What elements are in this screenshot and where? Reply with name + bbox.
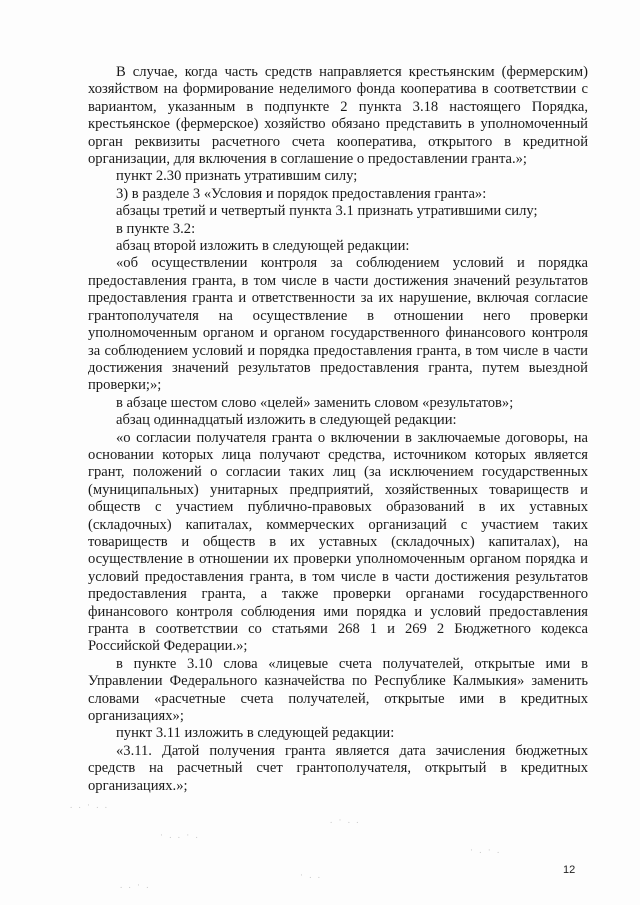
scan-noise: · . . · .	[160, 830, 200, 840]
paragraph-item-3-11-intro: пункт 3.11 изложить в следующей редакции:	[116, 725, 395, 742]
paragraph-sixth-abzac: в абзаце шестом слово «целей» заменить словом «результатов»;	[116, 394, 514, 411]
paragraph-item-3-11-text: «3.11. Датой получения гранта является дата зачисления бюджетных средств на расчетный счет грантополучателя, открытый в кредитных организациях.»;	[88, 742, 588, 794]
paragraph-item-3-10: в пункте 3.10 слова «лицевые счета получателей, открытые ими в Управлении Федерального казначейства по Республике Калмыкия» заменить словами «расчетные счета получателей, открытые ими в кредитных организациях»;	[88, 655, 588, 725]
scan-noise: . · . .	[330, 815, 361, 825]
paragraph-item-3-1: абзацы третий и четвертый пункта 3.1 признать утратившими силу;	[116, 203, 538, 220]
paragraph-item-2-30: пункт 2.30 признать утратившим силу;	[116, 168, 358, 185]
paragraph-peasant-farm-funds: В случае, когда часть средств направляется крестьянским (фермерским) хозяйством на формирование неделимого фонда кооператива в соответствии с вариантом, указанным в подпункте 2 пункта 3.18 настоящего Порядка, крестьянское (фермерское) хозяйство обязано представить в уполномоченный орган реквизиты расчетного счета кооператива, открытого в кредитной организации, для включения в соглашение о предоставлении гранта.»;	[88, 64, 588, 168]
document-body	[88, 64, 588, 795]
page-number: 12	[563, 864, 576, 876]
paragraph-second-abzac: абзац второй изложить в следующей редакции:	[116, 238, 410, 255]
paragraph-item-3-2: в пункте 3.2:	[116, 220, 196, 237]
scan-noise: · . · .	[470, 845, 502, 855]
scan-noise: . . · . .	[70, 800, 109, 810]
scan-noise: . . · .	[120, 880, 151, 890]
paragraph-section-3: 3) в разделе 3 «Условия и порядок предоставления гранта»:	[116, 185, 487, 202]
scan-noise: · . .	[300, 870, 322, 880]
paragraph-control-clause: «об осуществлении контроля за соблюдением условий и порядка предоставления гранта, в том числе в части достижения значений результатов предоставления гранта и ответственности за их нарушение, включая согласие грантополучателя на осуществление в отношении него проверки уполномоченным органом и органом государственного финансового контроля за соблюдением условий и порядка предоставления гранта, в том числе в части достижения значений результатов предоставления гранта, путем выездной проверки;»;	[88, 255, 588, 394]
paragraph-eleventh-abzac: абзац одиннадцатый изложить в следующей редакции:	[116, 412, 457, 429]
paragraph-consent-clause: «о согласии получателя гранта о включении в заключаемые договоры, на основании которых лица получают средства, источником которых является грант, положений о согласии таких лиц (за исключением государственных (муниципальных) унитарных предприятий, хозяйственных товариществ и обществ с участием публично-правовых образований в их уставных (складочных) капиталах, коммерческих организаций с участием таких товариществ и обществ в их уставных (складочных) капиталах), на осуществление в отношении их проверки уполномоченным органом порядка и условий предоставления гранта, в том числе в части достижения результатов предоставления гранта, а также проверки органами государственного финансового контроля соблюдения ими порядка и условий предоставления гранта в соответствии со статьями 268 1 и 269 2 Бюджетного кодекса Российской Федерации.»;	[88, 429, 588, 655]
